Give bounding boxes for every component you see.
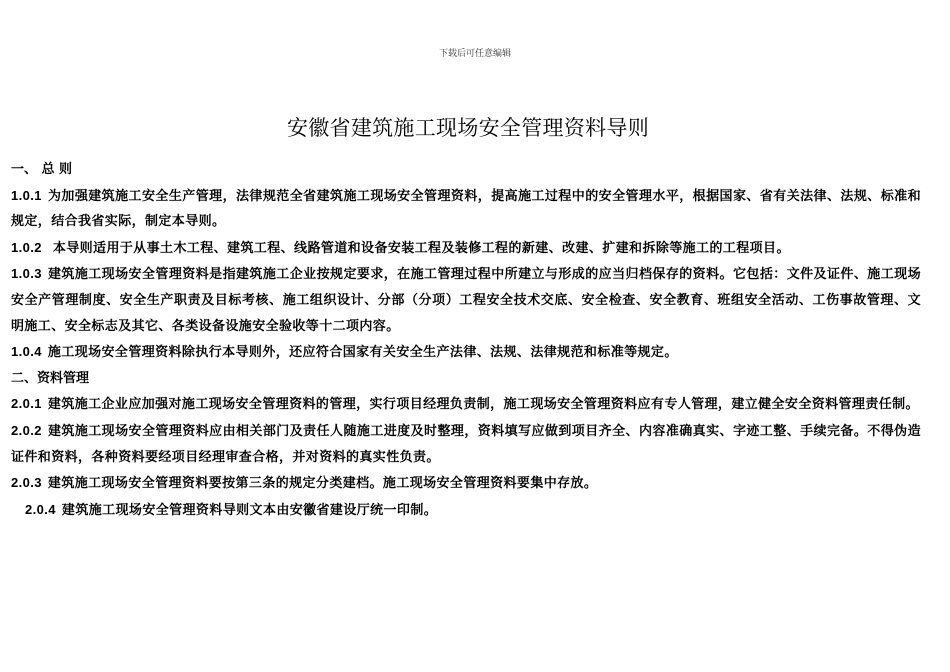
clause-text: 建筑施工现场安全管理资料应由相关部门及责任人随施工进度及时整理，资料填写应做到项目齐全、内容准确真实、字迹工整、手续完备。不得伪造证件和资料，各种资料要经项目经理审查合格，并对资料的真实性负责。 [11, 423, 921, 465]
document-title: 安徽省建筑施工现场安全管理资料导则 [286, 116, 650, 140]
clause-number: 2.0.4 [25, 501, 56, 517]
clause-2-0-4 [11, 497, 921, 524]
clause-text: 建筑施工现场安全管理资料是指建筑施工企业按规定要求，在施工管理过程中所建立与形成的应当归档保存的资料。它包括：文件及证件、施工现场安全产管理制度、安全生产职责及目标考核、施工组织设计、分部（分项）工程安全技术交底、安全检查、安全教育、班组安全活动、工伤事故管理、文明施工、安全标志及其它、各类设备设施安全验收等十二项内容。 [11, 267, 921, 334]
clause-number: 1.0.4 [11, 344, 42, 360]
clause-1-0-2 [11, 235, 921, 262]
clause-text: 建筑施工现场安全管理资料要按第三条的规定分类建档。施工现场安全管理资料要集中存放。 [47, 476, 598, 492]
clause-1-0-3 [11, 261, 921, 339]
clause-number: 2.0.1 [11, 396, 42, 412]
clause-2-0-3 [11, 470, 921, 497]
clause-text: 建筑施工现场安全管理资料导则文本由安徽省建设厅统一印制。 [61, 502, 438, 518]
section-heading-records: 二、资料管理 [11, 370, 90, 386]
clause-number: 1.0.1 [11, 187, 42, 203]
clause-text: 为加强建筑施工安全生产管理，法律规范全省建筑施工现场安全管理资料，提高施工过程中的安全管理水平，根据国家、省有关法律、法规、标准和规定，结合我省实际，制定本导则。 [11, 188, 921, 230]
clause-2-0-2 [11, 418, 921, 470]
header-note: 下载后可任意编辑 [438, 49, 511, 59]
clause-number: 1.0.2 [11, 239, 42, 255]
clause-number: 1.0.3 [11, 266, 42, 282]
clause-text: 施工现场安全管理资料除执行本导则外，还应符合国家有关安全生产法律、法规、法律规范和标准等规定。 [47, 345, 678, 361]
clause-2-0-1 [11, 391, 921, 418]
section-heading-general: 一、 总 则 [11, 162, 73, 177]
clause-number: 2.0.2 [11, 422, 42, 438]
clause-text: 建筑施工企业应加强对施工现场安全管理资料的管理，实行项目经理负责制，施工现场安全管理资料应有专人管理，建立健全安全资料管理责任制。 [47, 397, 919, 413]
document-body [11, 157, 921, 523]
clause-1-0-1 [11, 183, 921, 235]
clause-text: 本导则适用于从事土木工程、建筑工程、线路管道和设备安装工程及装修工程的新建、改建、扩建和拆除等施工的工程项目。 [47, 240, 790, 256]
clause-1-0-4 [11, 339, 921, 366]
clause-number: 2.0.3 [11, 475, 42, 491]
